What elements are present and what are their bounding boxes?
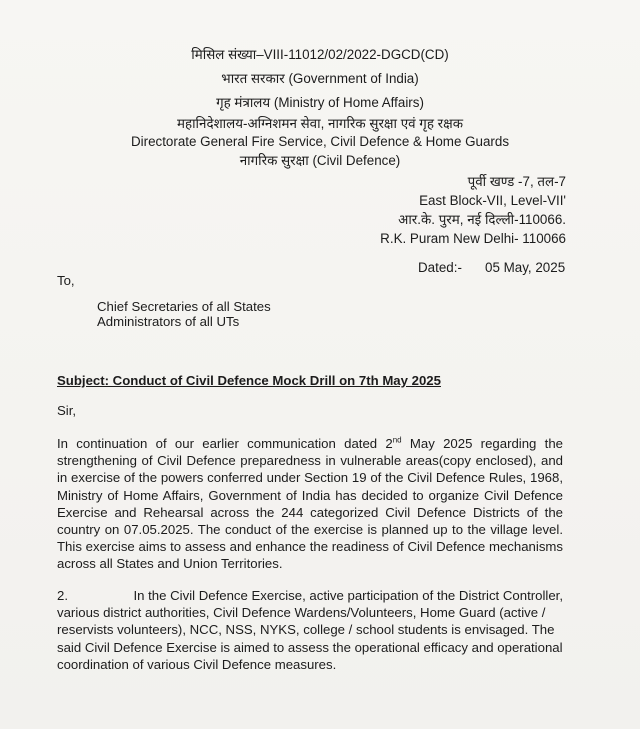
- address-line-3: आर.के. पुरम, नई दिल्ली-110066.: [398, 212, 566, 227]
- paragraph-2-row: [57, 587, 563, 604]
- paragraph-1-lead: In continuation of our earlier communication dated 2: [57, 436, 393, 451]
- dated-value: 05 May, 2025: [485, 260, 566, 275]
- paragraph-2: [57, 587, 563, 673]
- paragraph-2-row: [57, 639, 563, 656]
- paragraph-1-rest: May 2025 regarding the strengthening of Civil Defence preparedness in vulnerable areas(copy enclosed), and in exercise of the powers conferred under Section 19 of the Civil Defence Rules, 1968, Ministry of Home Affairs, Government of India has decided to organize Civil Defence Exercise and Rehearsal across the 244 categorized Civil Defence Districts of the country on 07.05.2025. The conduct of the exercise is planned up to the village level. This exercise aims to assess and enhance the readiness of Civil Defence mechanisms across all States and Union Territories.: [57, 436, 563, 572]
- paragraph-2-line: coordination of various Civil Defence measures.: [57, 656, 337, 672]
- paragraph-2-number: 2.: [57, 588, 68, 603]
- address-line-4: R.K. Puram New Delhi- 110066: [380, 231, 566, 246]
- civil-defence-line: नागरिक सुरक्षा (Civil Defence): [239, 153, 401, 168]
- dated-label: Dated:-: [418, 260, 462, 275]
- file-number: मिसिल संख्या–VIII-11012/02/2022-DGCD(CD): [191, 47, 449, 62]
- paragraph-2-row: [57, 604, 563, 621]
- recipient-1: Chief Secretaries of all States: [97, 299, 271, 314]
- directorate-hindi: महानिदेशालय-अग्निशमन सेवा, नागरिक सुरक्षा एवं गृह रक्षक: [176, 116, 464, 131]
- address-line-1: पूर्वी खण्ड -7, तल-7: [467, 174, 566, 189]
- recipient-2: Administrators of all UTs: [97, 314, 240, 329]
- paragraph-2-line: reservists volunteers), NCC, NSS, NYKS, college / school students is envisaged. The: [57, 622, 555, 638]
- paragraph-2-line: said Civil Defence Exercise is aimed to assess the operational efficacy and operational: [57, 639, 563, 655]
- address-line-2: East Block-VII, Level-VII': [419, 193, 566, 208]
- paragraph-2-line: In the Civil Defence Exercise, active participation of the District Controller,: [133, 588, 563, 603]
- ministry-line: गृह मंत्रालय (Ministry of Home Affairs): [216, 95, 424, 110]
- paragraph-2-row: [57, 621, 563, 638]
- paragraph-2-line: various district authorities, Civil Defence Wardens/Volunteers, Home Guard (active /: [57, 605, 546, 621]
- paragraph-2-row: [57, 656, 563, 673]
- salutation: Sir,: [57, 403, 77, 418]
- paragraph-1: [57, 435, 563, 573]
- paragraph-1-superscript: nd: [392, 435, 402, 445]
- govt-line: भारत सरकार (Government of India): [221, 71, 419, 86]
- to-label: To,: [57, 273, 75, 288]
- directorate-english: Directorate General Fire Service, Civil Defence & Home Guards: [130, 134, 510, 149]
- subject-line: Subject: Conduct of Civil Defence Mock Drill on 7th May 2025: [57, 373, 441, 388]
